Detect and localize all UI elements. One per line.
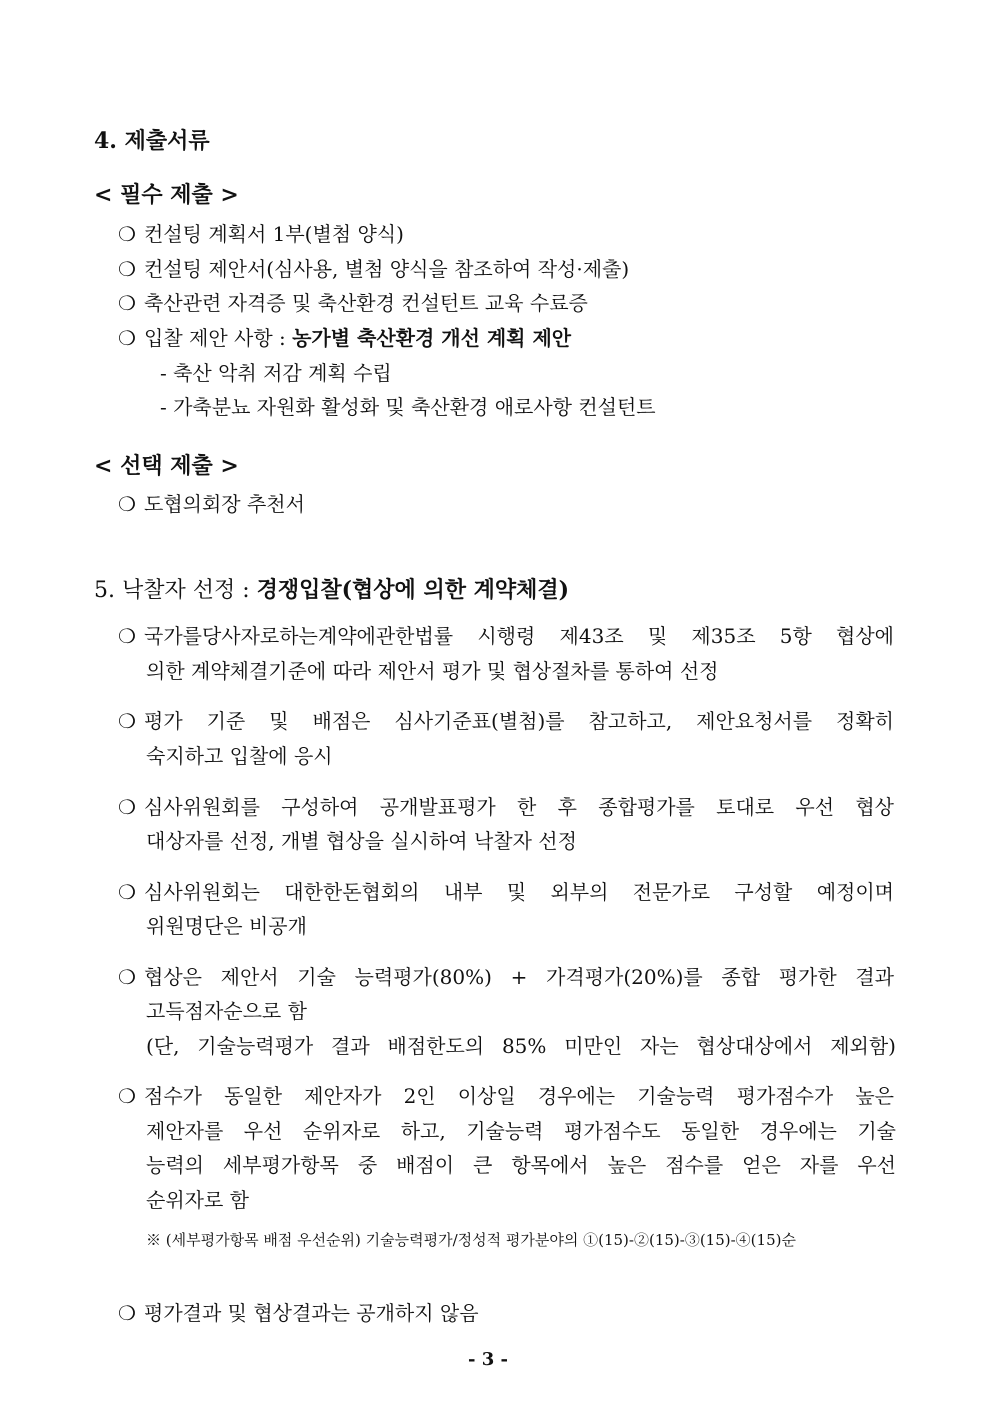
list-item-continuation: 숙지하고 입찰에 응시 — [146, 744, 333, 768]
list-item: ❍ 평가결과 및 협상결과는 공개하지 않음 — [118, 1301, 479, 1325]
list-item-continuation: 능력의 세부평가항목 중 배점이 큰 항목에서 높은 점수를 얻은 자를 우선 — [146, 1153, 896, 1177]
list-item-continuation: (단, 기술능력평가 결과 배점한도의 85% 미만인 자는 협상대상에서 제외함) — [146, 1034, 896, 1058]
section-5-title: 5. 낙찰자 선정 : 경쟁입찰(협상에 의한 계약체결) — [94, 577, 570, 603]
list-item: ❍ 축산관련 자격증 및 축산환경 컨설턴트 교육 수료증 — [118, 291, 588, 315]
circle-bullet-icon: ❍ — [118, 624, 136, 648]
list-item: ❍ 평가 기준 및 배점은 심사기준표(별첨)를 참고하고, 제안요청서를 정확히 — [118, 709, 894, 733]
required-submission-title: < 필수 제출 > — [94, 182, 239, 208]
list-item-continuation: 고득점자순으로 함 — [146, 999, 307, 1023]
circle-bullet-icon: ❍ — [118, 880, 136, 904]
page-number: - 3 - — [468, 1349, 508, 1370]
circle-bullet-icon: ❍ — [118, 326, 136, 350]
sub-item: - 축산 악취 저감 계획 수립 — [160, 361, 392, 385]
circle-bullet-icon: ❍ — [118, 291, 136, 315]
circle-bullet-icon: ❍ — [118, 795, 136, 819]
bid-proposal-bold: 농가별 축산환경 개선 계획 제안 — [292, 326, 572, 350]
priority-note: ※ (세부평가항목 배점 우선순위) 기술능력평가/정성적 평가분야의 ①(15)-②(15)-③(15)-④(15)순 — [146, 1231, 796, 1249]
list-item-continuation: 의한 계약체결기준에 따라 제안서 평가 및 협상절차를 통하여 선정 — [146, 659, 719, 683]
circle-bullet-icon: ❍ — [118, 222, 136, 246]
list-item-continuation: 대상자를 선정, 개별 협상을 실시하여 낙찰자 선정 — [146, 829, 577, 853]
list-item: ❍ 컨설팅 계획서 1부(별첨 양식) — [118, 222, 404, 246]
list-item: ❍ 도협의회장 추천서 — [118, 492, 305, 516]
list-item: ❍ 협상은 제안서 기술 능력평가(80%) + 가격평가(20%)를 종합 평가한 결과 — [118, 965, 894, 989]
circle-bullet-icon: ❍ — [118, 1301, 136, 1325]
sub-item: - 가축분뇨 자원화 활성화 및 축산환경 애로사항 컨설턴트 — [160, 395, 656, 419]
list-item: ❍ 국가를당사자로하는계약에관한법률 시행령 제43조 및 제35조 5항 협상에 — [118, 624, 894, 648]
circle-bullet-icon: ❍ — [118, 492, 136, 516]
list-item-continuation: 순위자로 함 — [146, 1188, 249, 1212]
optional-submission-title: < 선택 제출 > — [94, 453, 239, 479]
list-item: ❍ 컨설팅 제안서(심사용, 별첨 양식을 참조하여 작성·제출) — [118, 257, 630, 281]
circle-bullet-icon: ❍ — [118, 257, 136, 281]
circle-bullet-icon: ❍ — [118, 965, 136, 989]
circle-bullet-icon: ❍ — [118, 709, 136, 733]
section-4-title: 4. 제출서류 — [94, 128, 210, 154]
list-item-continuation: 제안자를 우선 순위자로 하고, 기술능력 평가점수도 동일한 경우에는 기술 — [146, 1119, 896, 1143]
list-item: ❍ 점수가 동일한 제안자가 2인 이상일 경우에는 기술능력 평가점수가 높은 — [118, 1084, 894, 1108]
list-item-continuation: 위원명단은 비공개 — [146, 914, 307, 938]
circle-bullet-icon: ❍ — [118, 1084, 136, 1108]
list-item: ❍ 심사위원회는 대한한돈협회의 내부 및 외부의 전문가로 구성할 예정이며 — [118, 880, 894, 904]
list-item: ❍ 심사위원회를 구성하여 공개발표평가 한 후 종합평가를 토대로 우선 협상 — [118, 795, 894, 819]
bid-proposal-item: ❍ 입찰 제안 사항 : 농가별 축산환경 개선 계획 제안 — [118, 326, 572, 350]
